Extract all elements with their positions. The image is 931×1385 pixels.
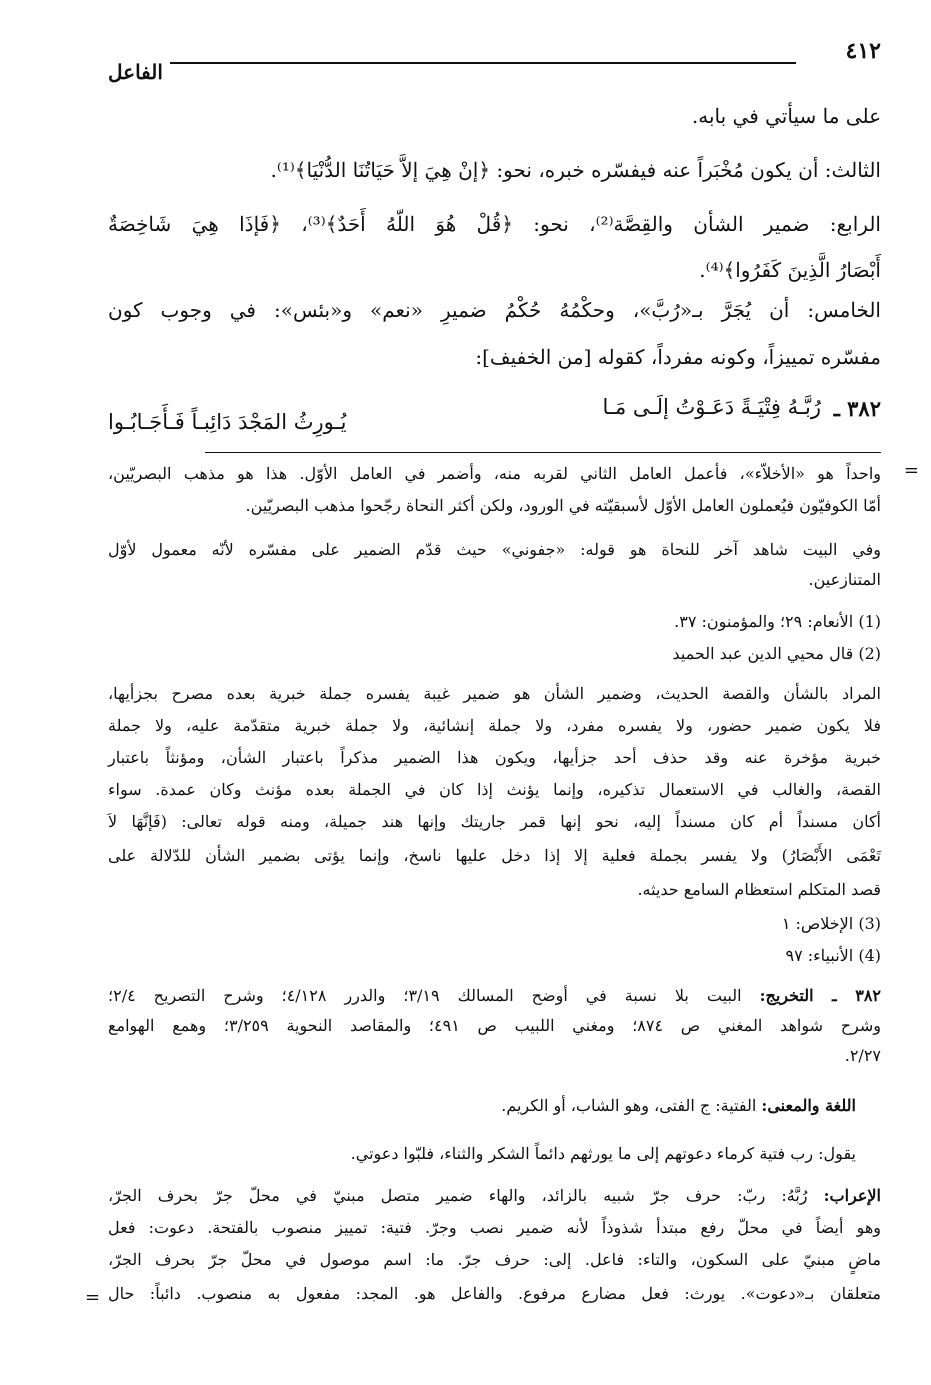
footnote-2-line-a: المراد بالشأن والقصة الحديث، وضمير الشأن هو ضمير غيبة يفسره جملة خبرية بعده مصرح بجزأيها، <box>108 684 881 703</box>
footnote-2-line-e: أكان مسنداً أم كان مسنداً إليه، نحو إنها قمر جاريتك وإنها هند جميلة، ومنه قوله تعالى: (فَإنَّهَا لاَ <box>108 812 881 831</box>
chapter-title: الفاعل <box>108 60 163 84</box>
main-line-3: الرابع: ضمير الشأن والقِصَّة⁽²⁾، نحو: ﴿قُلْ هُوَ اللّهُ أَحَدٌ﴾⁽³⁾، ﴿فَإذَا هِيَ شَاخِصَةٌ <box>108 212 881 236</box>
footnote-2-line-c: خبرية مؤخرة عنه وقد حذف أحد جزأيها، ويكون هذا الضمير مذكراً باعتبار الشأن، ومؤنثاً باعتبار <box>108 748 881 767</box>
footnote-4: (4) الأنبياء: ٩٧ <box>785 946 881 965</box>
main-line-2: الثالث: أن يكون مُخْبَراً عنه فيفسّره خبره، نحو: ﴿إنْ هِيَ إلاَّ حَيَاتُنَا الدُّنْيَا﴾⁽¹⁾. <box>270 158 881 182</box>
irab-text: رُبَّهُ: ربّ: حرف جرّ شبيه بالزائد، والهاء ضمير متصل مبنيّ في محلّ جرّ بحرف الجرّ، <box>108 1186 808 1205</box>
main-line-6: مفسّره تمييزاً، وكونه مفرداً، كقوله [من الخفيف]: <box>475 345 881 369</box>
continuation-mark-bottom: = <box>85 1287 101 1308</box>
yaqul-line: يقول: رب فتية كرماء دعوتهم إلى ما يورثهم دائماً الشكر والثناء، فلبّوا دعوتي. <box>350 1144 856 1163</box>
note-line-4: المتنازعين. <box>808 570 881 589</box>
takhrij-text: البيت بلا نسبة في أوضح المسالك ٣/١٩؛ والدرر ٤/١٢٨؛ وشرح التصريح ٢/٤؛ <box>108 986 742 1005</box>
takhrij-line-3: ٢/٢٧. <box>844 1046 881 1065</box>
footnote-2-line-b: فلا يكون ضمير حضور، ولا يفسره مفرد، ولا جملة إنشائية، ولا جملة خبرية متقدّمة عليه، ولا جملة <box>108 716 881 735</box>
irab-line-2: وهو أيضاً في محلّ رفع مبتدأ شذوذاً لأنه ضمير نصب وجرّ. فتية: تمييز منصوب بالفتحة. دعوت: فعل <box>108 1218 881 1237</box>
footnote-2-line-d: القصة، والغالب في الاستعمال تذكيره، وإنما يؤنث إذا كان في الجملة بعده مؤنث وكان عمدة. سواء <box>108 780 881 799</box>
footnote-1: (1) الأنعام: ٢٩؛ والمؤمنون: ٣٧. <box>674 612 881 631</box>
main-line-4: أَبْصَارُ الَّذِينَ كَفَرُوا﴾⁽⁴⁾. <box>699 258 881 282</box>
continuation-mark: = <box>903 460 919 481</box>
footnote-2-line-g: قصد المتكلم استعظام السامع حديثه. <box>637 880 881 899</box>
lugha-line <box>501 1096 856 1115</box>
irab-line-3: ماضٍ مبنيّ على السكون، والتاء: فاعل. إلى: حرف جرّ. ما: اسم موصول في محلّ جرّ بحرف الجرّ، <box>108 1250 881 1269</box>
footnote-3: (3) الإخلاص: ١ <box>781 914 881 933</box>
main-line-5: الخامس: أن يُجَرَّ بـ«رُبَّ»، وحكْمُهُ حُكْمُ ضميرِ «نعم» و«بئس»: في وجوب كون <box>108 298 881 322</box>
lugha-label: اللغة والمعنى: <box>761 1096 856 1115</box>
footnote-2-line-f: تَعْمَى الأَبْصَارُ) ولا يفسر بجملة فعلية إلا إذا دخل عليها ناسخ، وإنما يؤتى بضمير الشأن للدّلالة على <box>108 846 881 865</box>
takhrij-label: ٣٨٢ ـ التخريج: <box>759 986 882 1005</box>
header-rule <box>170 62 796 64</box>
note-line-3: وفي البيت شاهد آخر للنحاة هو قوله: «جفوني» حيث قدّم الضمير على مفسّره لأنّه معمول لأوّل <box>108 540 881 559</box>
irab-label: الإعراب: <box>823 1186 881 1205</box>
verse-number: ٣٨٢ ـ <box>833 396 881 421</box>
main-line-1: على ما سيأتي في بابه. <box>691 104 881 128</box>
verse-hemistich-2: يُـورِثُ المَجْدَ دَائِبـاً فَـأَجَـابُـوا <box>108 410 347 434</box>
note-line-2: أمّا الكوفيّون فيُعملون العامل الأوّل لأسبقيّته في الورود، ولكن أكثر النحاة رجّحوا مذهب البصريّين. <box>245 496 881 515</box>
footnote-separator <box>205 452 881 453</box>
footnote-2: (2) قال محيي الدين عبد الحميد <box>672 644 881 663</box>
lugha-text: الفتية: ج الفتى، وهو الشاب، أو الكريم. <box>501 1096 757 1115</box>
verse-hemistich-1: رُبَّـهُ فِتْيَـةً دَعَـوْتُ إلَـى مَـا <box>602 395 821 419</box>
takhrij-line-1 <box>108 986 881 1005</box>
page-number: ٤١٢ <box>845 38 881 64</box>
irab-line-1 <box>108 1186 881 1205</box>
note-line-1: واحداً هو «الأخلاّء»، فأعمل العامل الثاني لقربه منه، وأضمر في العامل الأوّل. هذا هو مذهب البصريّين، <box>108 464 881 483</box>
takhrij-line-2: وشرح شواهد المغني ص ٨٧٤؛ ومغني اللبيب ص ٤٩١؛ والمقاصد النحوية ٣/٢٥٩؛ وهمع الهوامع <box>108 1016 882 1035</box>
irab-line-4: متعلقان بـ«دعوت». يورث: فعل مضارع مرفوع. والفاعل هو. المجد: مفعول به منصوب. دائباً: حال <box>108 1284 881 1303</box>
